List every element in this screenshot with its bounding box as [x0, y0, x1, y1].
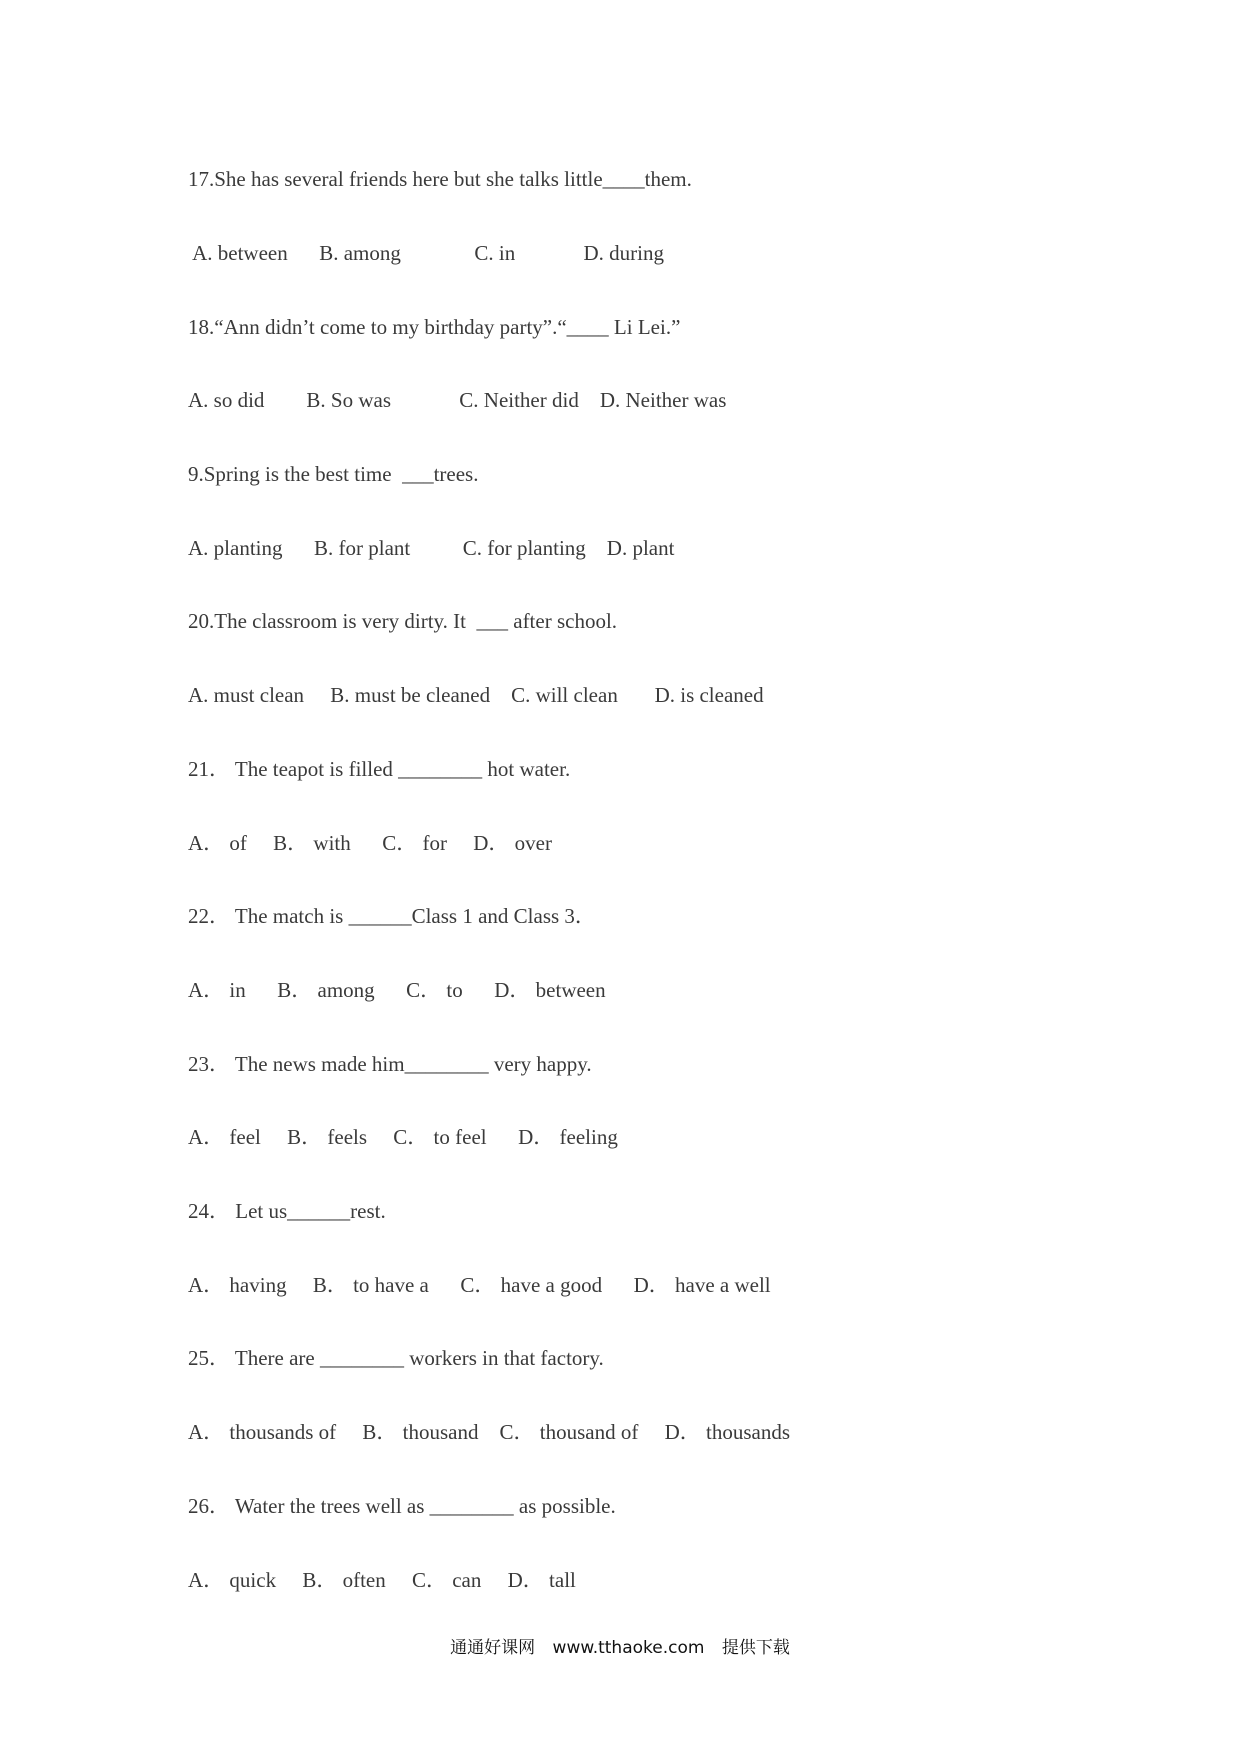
- question-17-stem: 17.She has several friends here but she talks little____them.: [188, 167, 692, 191]
- question-23-options: A． feel B． feels C． to feel D． feeling: [188, 1125, 618, 1149]
- question-20-stem: 20.The classroom is very dirty. It ___ after school.: [188, 609, 618, 633]
- question-24-options: A． having B． to have a C． have a good D． have a well: [188, 1273, 771, 1297]
- footer-site-name: 通通好课网: [450, 1638, 536, 1658]
- question-21-options: A． of B． with C． for D． over: [188, 831, 552, 855]
- question-25-stem: 25． There are ________ workers in that factory.: [188, 1346, 604, 1370]
- question-20-options: A. must clean B. must be cleaned C. will clean D. is cleaned: [188, 683, 764, 707]
- footer-suffix: 提供下载: [721, 1638, 790, 1658]
- question-26-stem: 26． Water the trees well as ________ as possible.: [188, 1494, 616, 1518]
- question-24-stem: 24． Let us______rest.: [188, 1199, 386, 1223]
- question-19-stem: 9.Spring is the best time ___trees.: [188, 462, 479, 486]
- question-18-stem: 18.“Ann didn’t come to my birthday party”.“____ Li Lei.”: [188, 315, 681, 339]
- question-19-options: A. planting B. for plant C. for planting D. plant: [188, 536, 675, 560]
- question-23-stem: 23． The news made him________ very happy.: [188, 1052, 592, 1076]
- question-26-options: A． quick B． often C． can D． tall: [188, 1568, 576, 1592]
- question-18-options: A. so did B. So was C. Neither did D. Neither was: [188, 388, 727, 412]
- footer-url: www.tthaoke.com: [552, 1638, 705, 1658]
- question-17-options: A. between B. among C. in D. during: [188, 241, 664, 265]
- question-22-options: A． in B． among C． to D． between: [188, 978, 606, 1002]
- page-footer: [0, 1633, 1240, 1658]
- question-21-stem: 21． The teapot is filled ________ hot water.: [188, 757, 571, 781]
- question-25-options: A． thousands of B． thousand C． thousand of D． thousands: [188, 1420, 790, 1444]
- question-22-stem: 22． The match is ______Class 1 and Class 3．: [188, 904, 596, 928]
